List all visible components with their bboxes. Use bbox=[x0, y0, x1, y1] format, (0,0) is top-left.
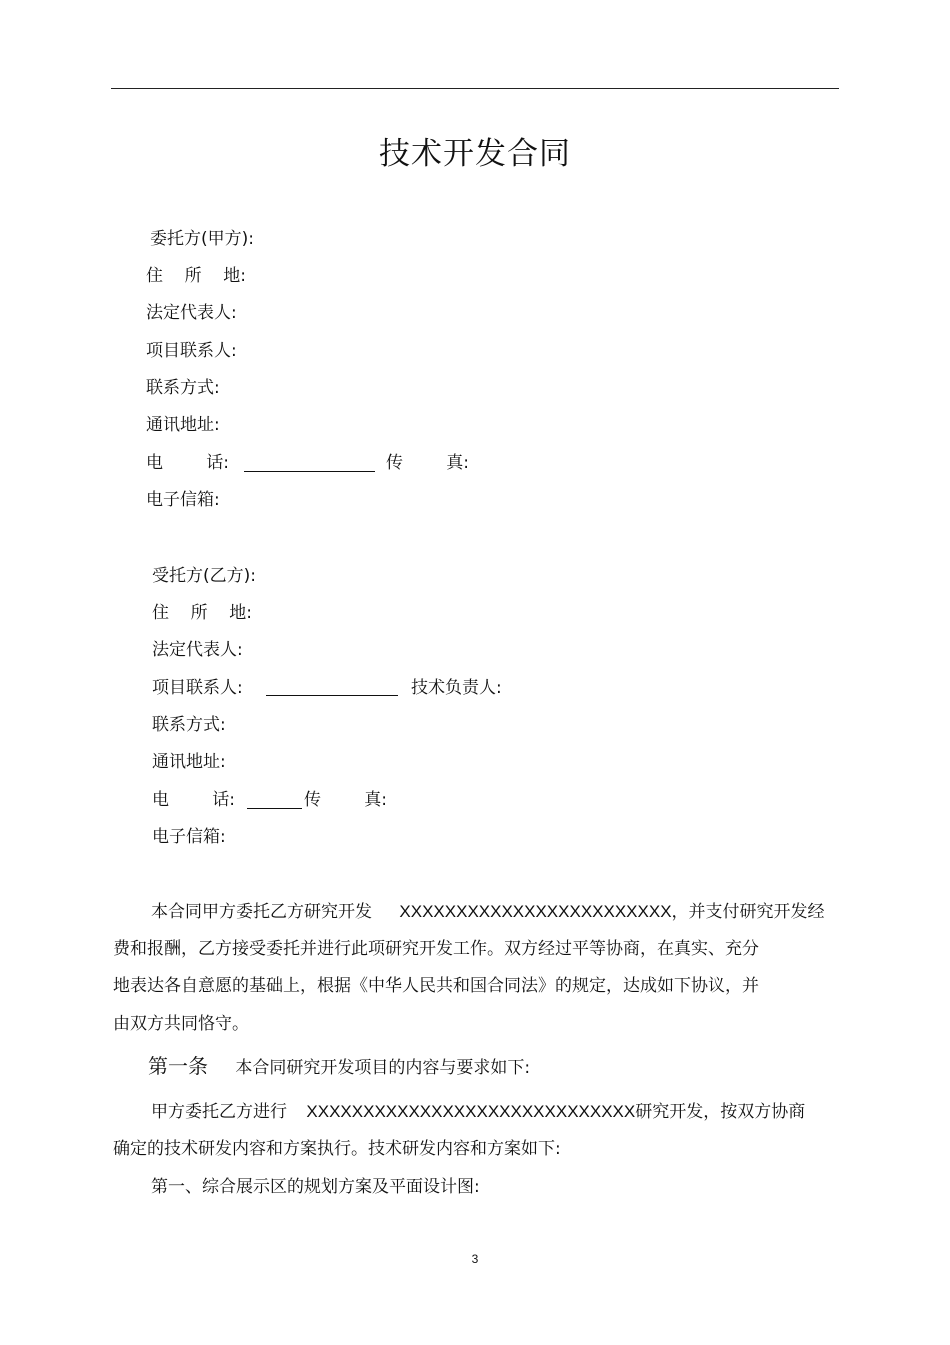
party-a-mailing-address-label: 通讯地址: bbox=[146, 415, 220, 435]
party-b-contact-method-label: 联系方式: bbox=[152, 715, 226, 735]
party-a-legal-rep-label: 法定代表人: bbox=[146, 303, 237, 323]
page-number: 3 bbox=[471, 1252, 479, 1266]
party-b-mailing-address-label: 通讯地址: bbox=[152, 752, 226, 772]
document-title: 技术开发合同 bbox=[379, 136, 571, 172]
party-a-address-label: 住 所 地: bbox=[146, 266, 246, 286]
article-1-line-1-start: 甲方委托乙方进行 bbox=[151, 1102, 287, 1122]
article-1-line-1 bbox=[151, 1100, 805, 1124]
party-b-address-label: 住 所 地: bbox=[152, 603, 252, 623]
preamble-line-3: 地表达各自意愿的基础上，根据《中华人民共和国合同法》的规定，达成如下协议，并 bbox=[113, 976, 759, 996]
party-a-email-label: 电子信箱: bbox=[146, 490, 220, 510]
party-b-tech-lead-label: 技术负责人: bbox=[411, 678, 502, 698]
article-1-item-1: 第一、综合展示区的规划方案及平面设计图: bbox=[151, 1177, 480, 1197]
party-b-email-label: 电子信箱: bbox=[152, 827, 226, 847]
preamble-line-1 bbox=[151, 900, 825, 924]
top-rule bbox=[111, 88, 839, 89]
party-a-phone-blank bbox=[244, 471, 375, 472]
article-1-heading: 本合同研究开发项目的内容与要求如下: bbox=[235, 1058, 531, 1078]
party-b-project-contact-blank bbox=[266, 695, 398, 696]
party-a-fax-label: 传 真: bbox=[386, 453, 469, 473]
party-a-contact-method-label: 联系方式: bbox=[146, 378, 220, 398]
article-1-code-placeholder: XXXXXXXXXXXXXXXXXXXXXXXXXXXXX bbox=[306, 1102, 636, 1121]
preamble-line-2: 费和报酬，乙方接受委托并进行此项研究开发工作。双方经过平等协商，在真实、充分 bbox=[113, 939, 759, 959]
preamble-line-4: 由双方共同恪守。 bbox=[113, 1014, 249, 1034]
preamble-line-1-start: 本合同甲方委托乙方研究开发 bbox=[151, 902, 372, 922]
article-1-line-2: 确定的技术研发内容和方案执行。技术研发内容和方案如下: bbox=[113, 1139, 561, 1159]
party-b-legal-rep-label: 法定代表人: bbox=[152, 640, 243, 660]
party-b-phone-label: 电 话: bbox=[152, 790, 235, 810]
article-1-heading-row bbox=[148, 1054, 530, 1080]
party-a-heading: 委托方(甲方): bbox=[150, 229, 254, 249]
party-b-project-contact-label: 项目联系人: bbox=[152, 678, 243, 698]
project-code-placeholder: XXXXXXXXXXXXXXXXXXXXXXXX bbox=[399, 902, 672, 921]
article-1-number: 第一条 bbox=[148, 1054, 208, 1078]
party-a-project-contact-label: 项目联系人: bbox=[146, 341, 237, 361]
article-1-line-1-end: 研究开发，按双方协商 bbox=[635, 1102, 806, 1122]
party-b-fax-label: 传 真: bbox=[304, 790, 387, 810]
party-a-phone-label: 电 话: bbox=[146, 453, 229, 473]
party-b-phone-blank bbox=[247, 808, 302, 809]
party-b-heading: 受托方(乙方): bbox=[152, 566, 256, 586]
preamble-line-1-end: ，并支付研究开发经 bbox=[671, 902, 825, 922]
